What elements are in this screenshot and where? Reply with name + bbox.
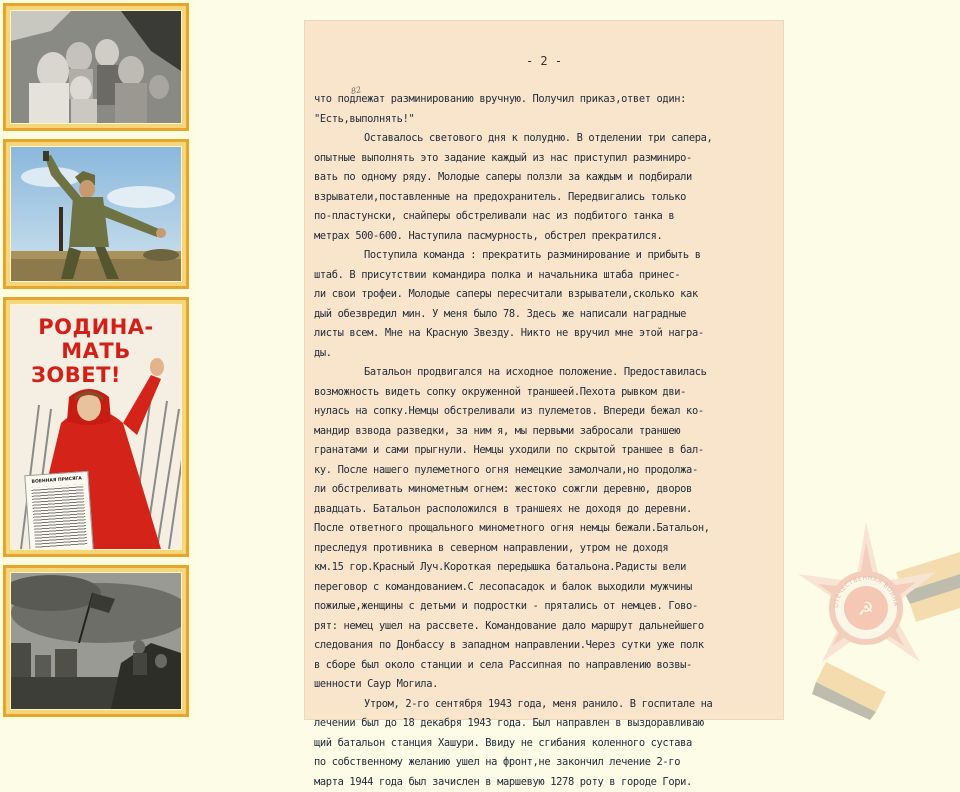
document-line: взрыватели,поставленные на предохранитель. Передвигались только (314, 188, 794, 208)
document-line: марта 1944 года был зачислен в маршевую 1278 роту в городе Гори. (314, 773, 794, 792)
poster-title (11, 315, 181, 387)
oath-sheet-title: ВОЕННАЯ ПРИСЯГА (26, 476, 88, 485)
document-line: ли обстреливать минометным огнем: жестоко сожгли деревню, дворов (314, 480, 794, 500)
document-line: км.15 гор.Красный Луч.Короткая передышка батальона.Радисты вели (314, 558, 794, 578)
document-line: ды. (314, 344, 794, 364)
document-line: штаб. В присутствии командира полка и начальника штаба принес- (314, 266, 794, 286)
document-line: листы всем. Мне на Красную Звезду. Никто не вручил мне этой награ- (314, 324, 794, 344)
document-line: дый обезвредил мин. У меня было 78. Здесь же написали наградные (314, 305, 794, 325)
photo-frame-soldier[interactable] (3, 139, 189, 289)
reichstag-photo (10, 572, 182, 710)
typewritten-document (304, 20, 784, 720)
document-line: в сборе был около станции и села Рассипная по направлению возвы- (314, 656, 794, 676)
document-line: мандир взвода разведки, за ним я, мы первыми забросали траншею (314, 422, 794, 442)
document-line: пожилые,женщины с детьми и подростки - прятались от немцев. Гово- (314, 597, 794, 617)
document-line: лечении был до 18 декабря 1943 года. Был направлен в выздоравливаю (314, 714, 794, 734)
document-line: переговор с командованием.С лесопасадок и балок выходили мужчины (314, 578, 794, 598)
document-line: опытные выполнять это задание каждый из нас приступил разминиро- (314, 149, 794, 169)
document-line: по-пластунски, снайперы обстреливали нас из подбитого танка в (314, 207, 794, 227)
document-line: Батальон продвигался на исходное положение. Предоставилась (314, 363, 794, 383)
document-line: шенности Саур Могила. (314, 675, 794, 695)
document-line: щий батальон станция Хашури. Ввиду не сгибания коленного сустава (314, 734, 794, 754)
document-line: преследуя противника в северном направлении, утром не доходя (314, 539, 794, 559)
document-line: После ответного прощального минометного огня немцы бежали.Батальон, (314, 519, 794, 539)
poster-title-line2: ЗОВЕТ! (11, 363, 181, 387)
svg-text:☭: ☭ (858, 599, 874, 620)
motherland-poster (10, 304, 182, 550)
handwritten-margin-note: 82 (350, 85, 362, 96)
document-line: что подлежат разминированию вручную. Получил приказ,ответ один: (314, 90, 794, 110)
document-line: гранатами и сами прыгнули. Немцы уходили по скрытой траншее в бал- (314, 441, 794, 461)
photo-frame-poster[interactable] (3, 297, 189, 557)
photo-frame-reichstag[interactable] (3, 565, 189, 717)
patriotic-war-order-emblem (786, 512, 960, 720)
oath-sheet (24, 471, 93, 550)
oath-sheet-lines (31, 484, 87, 548)
poster-title-line1: РОДИНА-МАТЬ (11, 315, 181, 363)
children-photo (10, 10, 182, 124)
document-body (314, 90, 794, 792)
document-line: возможность видеть сопку окруженной траншеей.Пехота рывком дви- (314, 383, 794, 403)
photo-frame-children[interactable] (3, 3, 189, 131)
document-line: по собственному желанию ушел на фронт,не закончил лечение 2-го (314, 753, 794, 773)
soldier-photo (10, 146, 182, 282)
document-line: метрах 500-600. Наступила пасмурность, обстрел прекратился. (314, 227, 794, 247)
page-number: - 2 - (304, 54, 784, 68)
document-line: следования по Донбассу в западном направлении.Через сутки уже полк (314, 636, 794, 656)
document-line: "Есть,выполнять!" (314, 110, 794, 130)
document-line: Утром, 2-го сентября 1943 года, меня ранило. В госпитале на (314, 695, 794, 715)
document-line: двадцать. Батальон расположился в траншеях не доходя до деревни. (314, 500, 794, 520)
document-line: нулась на сопку.Немцы обстреливали из пулеметов. Впереди бежал ко- (314, 402, 794, 422)
emblem-ring-text: ОТЕЧЕСТВЕННАЯ ВОЙНА (833, 575, 899, 608)
document-line: Поступила команда : прекратить разминирование и прибыть в (314, 246, 794, 266)
document-line: ку. После нашего пулеметного огня немецкие замолчали,но продолжа- (314, 461, 794, 481)
document-line: ли свои трофеи. Молодые саперы пересчитали взрыватели,сколько как (314, 285, 794, 305)
document-line: Оставалось светового дня к полудню. В отделении три сапера, (314, 129, 794, 149)
document-line: вать по одному ряду. Молодые саперы ползли за каждым и подбирали (314, 168, 794, 188)
photo-column (0, 0, 194, 720)
document-line: рят: немец ушел на рассвете. Командование дало маршрут дальнейшего (314, 617, 794, 637)
